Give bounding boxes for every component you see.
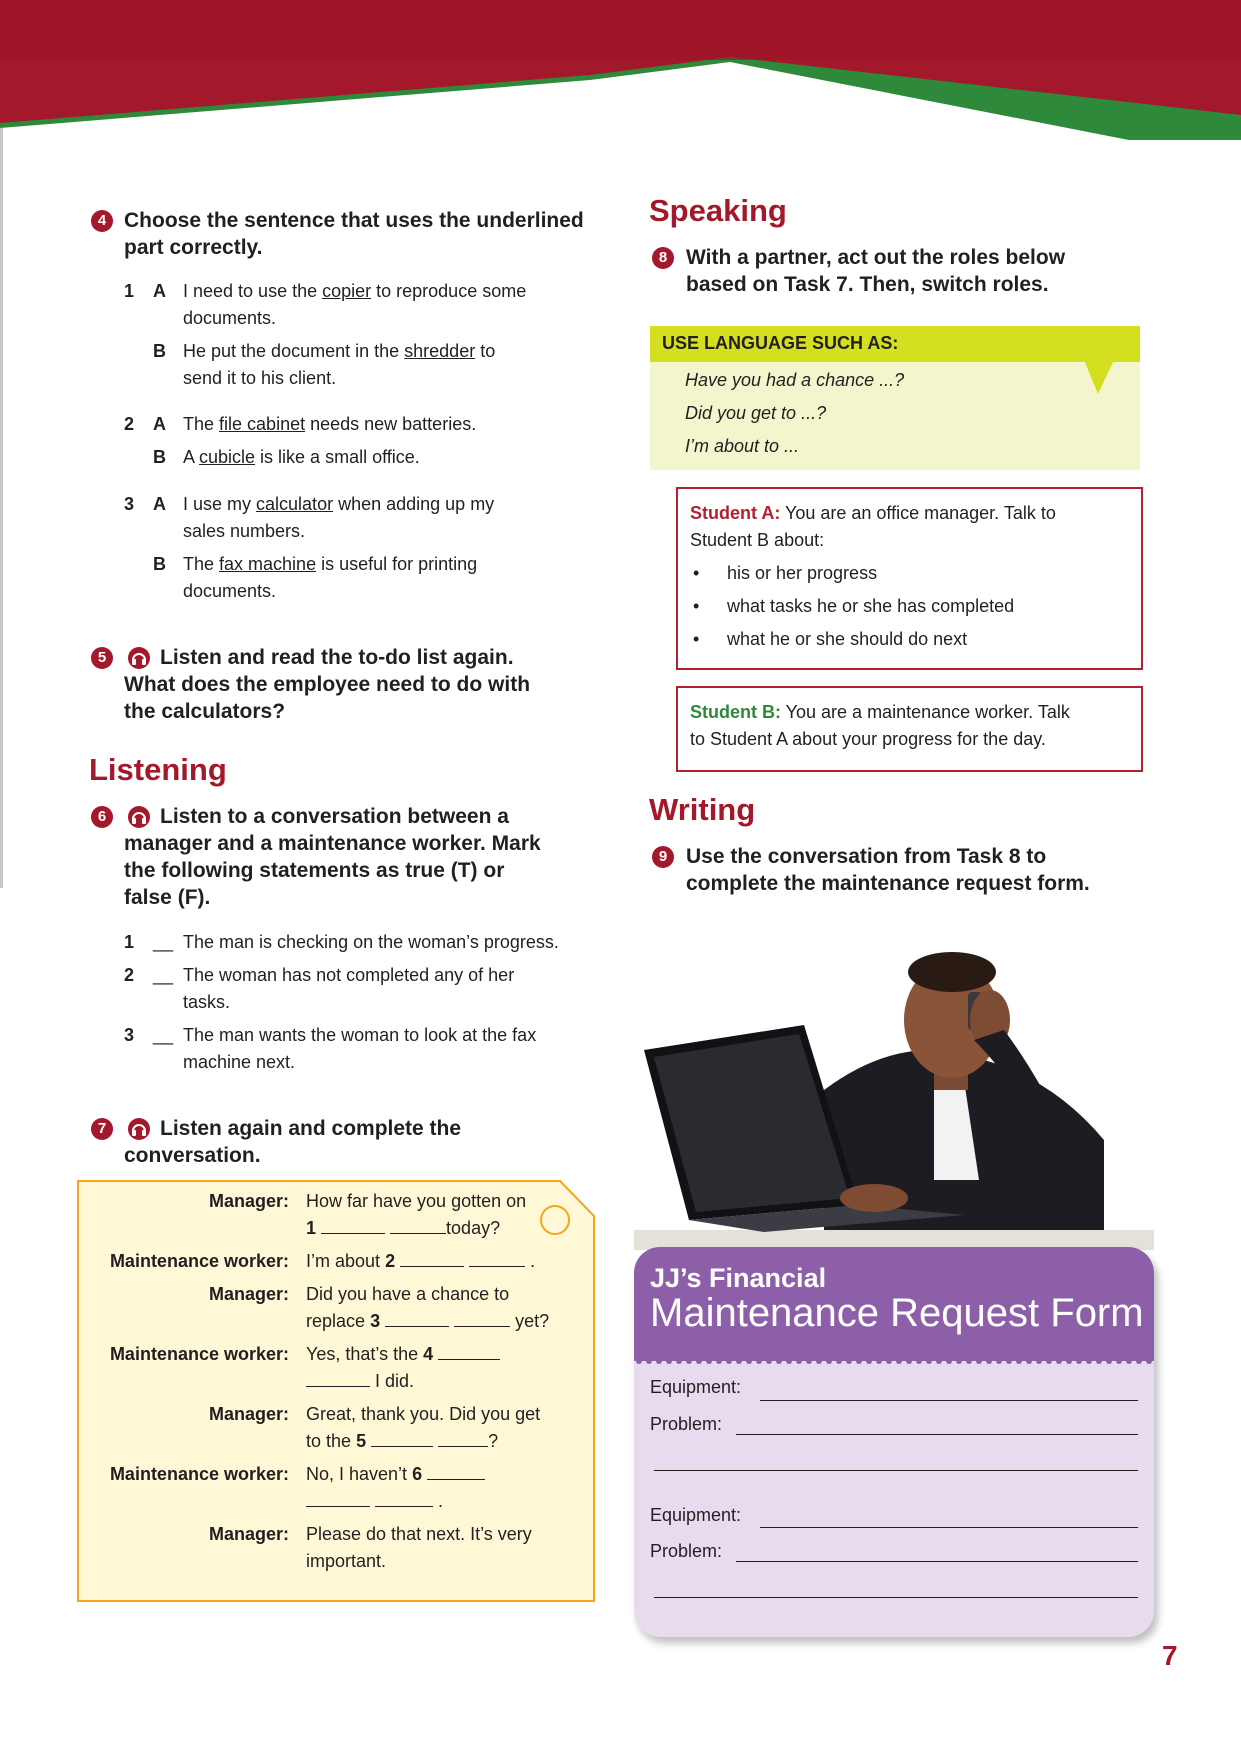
option-text-continued: send it to his client. bbox=[183, 368, 337, 388]
underlined-term: fax machine bbox=[219, 554, 317, 574]
answer-blank[interactable] bbox=[438, 1341, 500, 1360]
task9-instruction-line: Use the conversation from Task 8 to bbox=[686, 845, 1047, 868]
answer-blank[interactable] bbox=[400, 1248, 464, 1267]
item-number: 3 bbox=[124, 494, 135, 514]
dialogue-speaker: Maintenance worker: bbox=[109, 1464, 289, 1484]
section-heading-writing: Writing bbox=[649, 792, 756, 827]
item-number: 1 bbox=[124, 932, 135, 952]
task4-instruction-line: part correctly. bbox=[124, 236, 263, 259]
tf-blank[interactable]: __ bbox=[153, 1025, 174, 1045]
underlined-term: calculator bbox=[256, 494, 334, 514]
answer-blank[interactable] bbox=[375, 1488, 433, 1507]
dialogue-line: Great, thank you. Did you get bbox=[306, 1404, 541, 1424]
underlined-term: file cabinet bbox=[219, 414, 306, 434]
dialogue-line: replace 3 yet? bbox=[306, 1308, 549, 1335]
dialogue-speaker: Manager: bbox=[208, 1524, 289, 1544]
headphones-icon bbox=[128, 806, 150, 828]
bullet-icon: • bbox=[693, 596, 700, 616]
problem-label: Problem: bbox=[650, 1414, 723, 1434]
dialogue-line: Did you have a chance to bbox=[306, 1284, 510, 1304]
equipment-field[interactable] bbox=[760, 1527, 1138, 1528]
maintenance-request-form bbox=[634, 1247, 1154, 1637]
student-a-text-continued: Student B about: bbox=[690, 530, 825, 550]
dialogue-speaker: Manager: bbox=[208, 1404, 289, 1424]
student-a-label: Student A: bbox=[690, 503, 781, 523]
statement-text-continued: machine next. bbox=[183, 1052, 296, 1072]
dialogue-line: No, I haven’t 6 bbox=[306, 1461, 485, 1488]
dialogue-line: to the 5 ? bbox=[306, 1428, 498, 1455]
task5-instruction-line: Listen and read the to-do list again. bbox=[160, 646, 514, 669]
option-text: A cubicle is like a small office. bbox=[183, 447, 420, 467]
task5-instruction-line: the calculators? bbox=[124, 700, 286, 723]
underlined-term: cubicle bbox=[199, 447, 256, 467]
section-heading-speaking: Speaking bbox=[649, 193, 787, 228]
tf-blank[interactable]: __ bbox=[153, 932, 174, 952]
left-margin-rule bbox=[0, 128, 3, 888]
section-heading-listening: Listening bbox=[89, 752, 227, 787]
task-number-badge: 9 bbox=[652, 846, 674, 868]
option-text-continued: documents. bbox=[183, 308, 277, 328]
language-phrase: Have you had a chance ...? bbox=[685, 370, 905, 390]
headphones-icon bbox=[128, 647, 150, 669]
answer-blank[interactable] bbox=[390, 1215, 446, 1234]
language-phrase: Did you get to ...? bbox=[685, 403, 827, 423]
tf-blank[interactable]: __ bbox=[153, 965, 174, 985]
task8-instruction-line: based on Task 7. Then, switch roles. bbox=[686, 273, 1049, 296]
item-number: 3 bbox=[124, 1025, 135, 1045]
task8-instruction-line: With a partner, act out the roles below bbox=[686, 246, 1066, 269]
statement-text: The man wants the woman to look at the fax bbox=[183, 1025, 537, 1045]
statement-text: The woman has not completed any of her bbox=[183, 965, 515, 985]
dialogue-line: 1 today? bbox=[306, 1215, 500, 1242]
task-number-badge: 7 bbox=[91, 1118, 113, 1140]
option-text: The file cabinet needs new batteries. bbox=[183, 414, 477, 434]
problem-field-continued[interactable] bbox=[654, 1597, 1138, 1598]
dialogue-speaker: Manager: bbox=[208, 1191, 289, 1211]
problem-field[interactable] bbox=[736, 1561, 1138, 1562]
student-a-bullet: what he or she should do next bbox=[727, 629, 968, 649]
option-letter: A bbox=[153, 494, 166, 514]
student-b-text: Student B: You are a maintenance worker. Talk bbox=[690, 702, 1070, 722]
form-title: Maintenance Request Form bbox=[650, 1291, 1144, 1335]
dialogue-speaker: Maintenance worker: bbox=[109, 1251, 289, 1271]
task6-instruction-line: manager and a maintenance worker. Mark bbox=[124, 832, 541, 855]
language-phrase: I’m about to ... bbox=[685, 436, 800, 456]
option-letter: A bbox=[153, 414, 166, 434]
underlined-term: copier bbox=[322, 281, 372, 301]
option-text: The fax machine is useful for printing bbox=[183, 554, 478, 574]
option-text-continued: sales numbers. bbox=[183, 521, 306, 541]
item-number: 2 bbox=[124, 414, 135, 434]
task4-instruction-line: Choose the sentence that uses the underlined bbox=[124, 209, 584, 232]
task7-instruction-line: Listen again and complete the bbox=[160, 1117, 462, 1140]
task6-instruction-line: Listen to a conversation between a bbox=[160, 805, 509, 828]
option-text-continued: documents. bbox=[183, 581, 277, 601]
option-letter: B bbox=[153, 447, 166, 467]
task7-instruction-line: conversation. bbox=[124, 1144, 261, 1167]
dialogue-speaker: Manager: bbox=[208, 1284, 289, 1304]
bullet-icon: • bbox=[693, 563, 700, 583]
dialogue-line: How far have you gotten on bbox=[306, 1191, 527, 1211]
student-b-label: Student B: bbox=[690, 702, 781, 722]
statement-text-continued: tasks. bbox=[183, 992, 231, 1012]
equipment-field[interactable] bbox=[760, 1400, 1138, 1401]
statement-text: The man is checking on the woman’s progress. bbox=[183, 932, 559, 952]
answer-blank[interactable] bbox=[427, 1461, 485, 1480]
option-letter: B bbox=[153, 341, 166, 361]
equipment-label: Equipment: bbox=[650, 1377, 742, 1397]
man-on-phone-photo bbox=[634, 930, 1154, 1250]
dialogue-speaker: Maintenance worker: bbox=[109, 1344, 289, 1364]
dialogue-line: I’m about 2 . bbox=[306, 1248, 535, 1275]
language-box-title: USE LANGUAGE SUCH AS: bbox=[662, 333, 899, 353]
option-text: I need to use the copier to reproduce some bbox=[183, 281, 527, 301]
bullet-icon: • bbox=[693, 629, 700, 649]
task5-instruction-line: What does the employee need to do with bbox=[124, 673, 531, 696]
student-a-text: Student A: You are an office manager. Talk to bbox=[690, 503, 1056, 523]
form-company: JJ’s Financial bbox=[650, 1263, 827, 1293]
task-number-badge: 6 bbox=[91, 806, 113, 828]
dialogue-line: Yes, that’s the 4 bbox=[306, 1341, 500, 1368]
speech-tail-icon bbox=[1084, 360, 1114, 396]
item-number: 2 bbox=[124, 965, 135, 985]
problem-field[interactable] bbox=[736, 1434, 1138, 1435]
student-a-bullet: what tasks he or she has completed bbox=[727, 596, 1015, 616]
task-number-badge: 4 bbox=[91, 210, 113, 232]
dialogue-line: I did. bbox=[306, 1368, 414, 1395]
problem-label: Problem: bbox=[650, 1541, 723, 1561]
option-letter: B bbox=[153, 554, 166, 574]
answer-blank[interactable] bbox=[306, 1368, 370, 1387]
equipment-label: Equipment: bbox=[650, 1505, 742, 1525]
form-header-edge bbox=[634, 1359, 1154, 1367]
option-letter: A bbox=[153, 281, 166, 301]
header-banner bbox=[0, 0, 1241, 140]
student-b-text-continued: to Student A about your progress for the day. bbox=[690, 729, 1046, 749]
task6-instruction-line: false (F). bbox=[124, 886, 211, 909]
problem-field-continued[interactable] bbox=[654, 1470, 1138, 1471]
answer-blank[interactable] bbox=[385, 1308, 449, 1327]
answer-blank[interactable] bbox=[371, 1428, 433, 1447]
answer-blank[interactable] bbox=[438, 1428, 488, 1447]
task6-instruction-line: the following statements as true (T) or bbox=[124, 859, 505, 882]
student-a-bullet: his or her progress bbox=[727, 563, 878, 583]
dialogue-line: Please do that next. It’s very bbox=[306, 1524, 532, 1544]
answer-blank[interactable] bbox=[469, 1248, 525, 1267]
task-number-badge: 5 bbox=[91, 647, 113, 669]
task9-instruction-line: complete the maintenance request form. bbox=[686, 872, 1090, 895]
task-number-badge: 8 bbox=[652, 247, 674, 269]
option-text: He put the document in the shredder to bbox=[183, 341, 496, 361]
dialogue-line: important. bbox=[306, 1551, 387, 1571]
option-text: I use my calculator when adding up my bbox=[183, 494, 495, 514]
answer-blank[interactable] bbox=[454, 1308, 510, 1327]
headphones-icon bbox=[128, 1118, 150, 1140]
answer-blank[interactable] bbox=[306, 1488, 370, 1507]
answer-blank[interactable] bbox=[321, 1215, 385, 1234]
dialogue-line: . bbox=[306, 1488, 443, 1515]
item-number: 1 bbox=[124, 281, 135, 301]
page-number: 7 bbox=[1162, 1640, 1178, 1671]
underlined-term: shredder bbox=[404, 341, 476, 361]
